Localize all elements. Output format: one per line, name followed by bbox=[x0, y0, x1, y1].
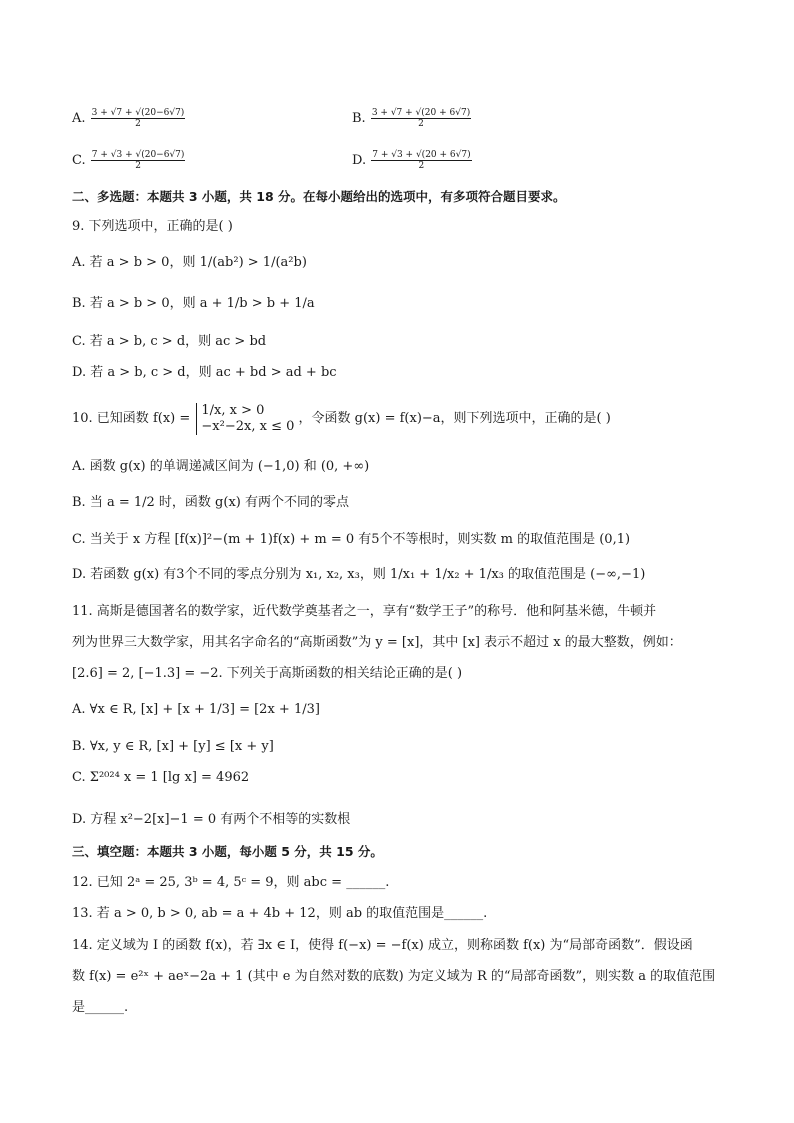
question-14-line-3: 是______. bbox=[72, 1000, 129, 1015]
question-14-line-1: 14. 定义域为 I 的函数 f(x)，若 ∃x ∈ I，使得 f(−x) = −f(x) 成立，则称函数 f(x) 为“局部奇函数”．假设函 bbox=[72, 938, 693, 953]
question-11-option-d: D. 方程 x²−2[x]−1 = 0 有两个不相等的实数根 bbox=[72, 812, 351, 827]
question-10-option-a: A. 函数 g(x) 的单调递减区间为 (−1,0) 和 (0, +∞) bbox=[72, 459, 370, 474]
q8-option-a-fraction: $\frac{3 + √7 + √(20-6√7)}{2}$ bbox=[91, 108, 185, 129]
question-10-option-c: C. 当关于 x 方程 [f(x)]²−(m + 1)f(x) + m = 0 有5个不等根时，则实数 m 的取值范围是 (0,1) bbox=[72, 532, 631, 547]
q8-option-a: A. $\frac{3 + √7 + √(20-6√7)}{2}$ bbox=[72, 108, 185, 129]
question-11-option-c: C. Σ²⁰²⁴ x = 1 [lg x] = 4962 bbox=[72, 770, 250, 785]
section-header-multiple-choice: 二、多选题：本题共 3 小题，共 18 分。在每小题给出的选项中，有多项符合题目要求。 bbox=[72, 189, 566, 204]
question-14-line-2: 数 f(x) = e²ˣ + aeˣ−2a + 1 (其中 e 为自然对数的底数) 为定义域为 R 的“局部奇函数”，则实数 a 的取值范围 bbox=[72, 969, 716, 984]
piecewise-definition: 1/x, x > 0 −x²−2x, x ≤ 0 bbox=[196, 403, 294, 435]
question-9-option-b: B. 若 a > b > 0，则 a + 1/b > b + 1/a bbox=[72, 296, 315, 311]
question-11-line-3: [2.6] = 2, [−1.3] = −2. 下列关于高斯函数的相关结论正确的是( ) bbox=[72, 666, 463, 681]
question-10-option-b: B. 当 a = 1/2 时，函数 g(x) 有两个不同的零点 bbox=[72, 495, 349, 510]
question-9-option-d: D. 若 a > b, c > d，则 ac + bd > ad + bc bbox=[72, 365, 337, 380]
question-9-option-a: A. 若 a > b > 0，则 1/(ab²) > 1/(a²b) bbox=[72, 255, 307, 270]
q8-option-c-fraction: $\frac{7 + √3 + √(20-6√7)}{2}$ bbox=[91, 150, 185, 171]
question-12: 12. 已知 2ᵃ = 25, 3ᵇ = 4, 5ᶜ = 9，则 abc = ______. bbox=[72, 875, 390, 890]
question-11-line-1: 11. 高斯是德国著名的数学家，近代数学奠基者之一，享有“数学王子”的称号．他和阿基米德，牛顿并 bbox=[72, 604, 657, 619]
q8-option-c: C. $\frac{7 + √3 + √(20-6√7)}{2}$ bbox=[72, 150, 185, 171]
section-header-fill-in: 三、填空题：本题共 3 小题，每小题 5 分，共 15 分。 bbox=[72, 844, 383, 859]
question-10-stem: 10. 已知函数 f(x) = 1/x, x > 0 −x²−2x, x ≤ 0 ，令函数 g(x) = f(x)−a，则下列选项中，正确的是( ) bbox=[72, 402, 611, 434]
question-13: 13. 若 a > 0, b > 0, ab = a + 4b + 12，则 ab 的取值范围是______. bbox=[72, 906, 488, 921]
q8-option-d: D. $\frac{7 + √3 + √(20 + 6√7)}{2}$ bbox=[352, 150, 471, 171]
question-11-line-2: 列为世界三大数学家，用其名字命名的“高斯函数”为 y = [x]，其中 [x] 表示不超过 x 的最大整数，例如： bbox=[72, 635, 682, 650]
question-9-stem: 9. 下列选项中，正确的是( ) bbox=[72, 219, 233, 234]
q8-option-b: B. $\frac{3 + √7 + √(20 + 6√7)}{2}$ bbox=[352, 108, 471, 129]
question-11-option-a: A. ∀x ∈ R, [x] + [x + 1/3] = [2x + 1/3] bbox=[72, 702, 320, 717]
question-11-option-b: B. ∀x, y ∈ R, [x] + [y] ≤ [x + y] bbox=[72, 739, 274, 754]
q8-option-d-fraction: $\frac{7 + √3 + √(20 + 6√7)}{2}$ bbox=[372, 150, 471, 171]
q8-option-b-fraction: $\frac{3 + √7 + √(20 + 6√7)}{2}$ bbox=[371, 108, 471, 129]
question-9-option-c: C. 若 a > b, c > d，则 ac > bd bbox=[72, 334, 267, 349]
question-10-option-d: D. 若函数 g(x) 有3个不同的零点分别为 x₁, x₂, x₃，则 1/x₁ + 1/x₂ + 1/x₃ 的取值范围是 (−∞,−1) bbox=[72, 567, 646, 582]
